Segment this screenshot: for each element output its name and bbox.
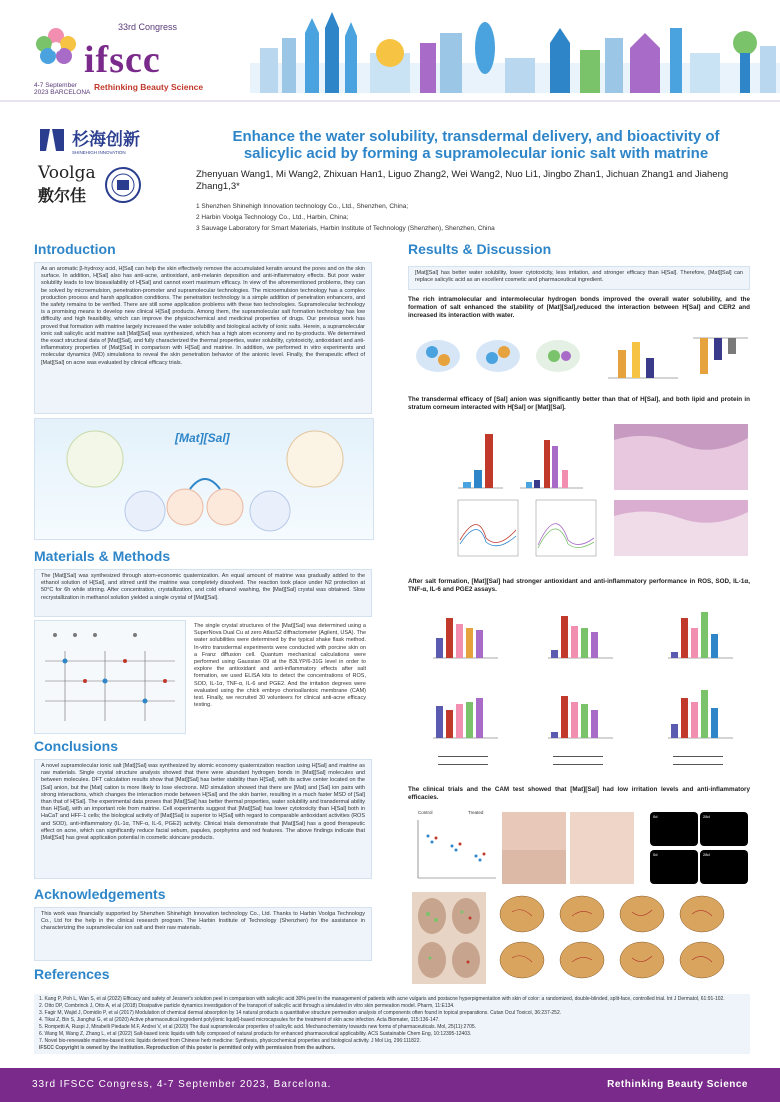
section-introduction: Introduction xyxy=(34,241,116,257)
shinehigh-cn: 杉海创新 xyxy=(72,130,140,150)
voolga-wordmark: Voolga xyxy=(38,163,96,183)
pge2-bar-chart xyxy=(668,690,733,738)
il1a-bar-chart xyxy=(548,616,613,658)
shinehigh-en: SHINEHIGH INNOVATION xyxy=(72,150,126,155)
affiliation-3: 3 Sauvage Laboratory for Smart Materials, Harbin Institute of Technology (Shenzhen), Shenzhen, China xyxy=(196,225,495,232)
dft-orbital-3 xyxy=(536,340,580,372)
shinehigh-logo xyxy=(38,125,188,155)
porphyrin-photo-4 xyxy=(700,850,748,884)
flower-logo-icon xyxy=(32,22,80,74)
reference-5: 5. Rompetti A, Ruspi J, Mirabelli Piedade M.F, Andrei V, et al (2020) The dual supramolecular properties of salicylic acid. Mechanochemistry towards new forms of pharmaceuticals. Mol, 25(11):2705. xyxy=(39,1024,477,1030)
poster-title xyxy=(196,128,756,162)
dates-line: 4-7 September xyxy=(34,82,77,89)
legend-control: Control xyxy=(418,810,433,815)
sod-bar-chart xyxy=(433,698,498,738)
affiliation-1: 1 Shenzhen Shinehigh Innovation technology Co., Ltd., Shenzhen, China; xyxy=(196,203,409,210)
affiliations xyxy=(196,201,756,234)
crystal-lattice-illustration xyxy=(35,621,185,733)
section-results: Results & Discussion xyxy=(408,241,552,257)
results-caption-2: The transdermal efficacy of [Sal] anion was significantly better than that of H[Sal], and both lipid and protein in stratum corneum interacted with H[Sal] or [Mat][Sal]. xyxy=(408,396,750,411)
dft-orbital-2 xyxy=(476,340,520,372)
il6-bar-chart xyxy=(668,612,733,658)
conclusions-text: A novel supramolecular ionic salt [Mat][Sal] was synthesized by atomic economy quaternization reaction using H[Sal] and matrine as raw materials. Single crystal structure analysis showed that there were abundant hydrogen bonds in [Mat][Sal] molecules and between molecules. DFT calculation results show that [Mat][Sal] has better stability than H[Sal], with its active center located on the [Sal] anion, but the [Mat] cation is more likely to lose electrons. MD simulation showed that there are [Mat] and [Sal] ion pairs with strong interactions, which changes the interaction mode between H[Sal] and the skin barrier, resulting in a much faster MSD of [Sal] than that of H[Sal]. The experimental data proves that [Mat][Sal] has better thermal properties, water solubility and transdermal ability than H[Sal], with an important role from matrine. Cell experiments suggest that [Mat][Sal] has lower cytotoxicity than H[Sal] both in HaCaT and HFF-1 cells; the biological activity of [Mat][Sal] is superior to H[Sal] with regard to comparable antioxidant activities (ROS and SOD), anti-inflammatory (IL-1α, TNF-α, IL-6, PGE2) activity. Clinical trials demonstrate that [Mat][Sal] has a good therapeutic effect on acne, which can significantly reduce facial sebum, papules, porphyrins and red features. The above findings indicate that [Mat][Sal] has great application potential in cosmetic skincare products. xyxy=(34,759,372,879)
porphyrin-label-4: 28d xyxy=(703,852,710,857)
retention-bar-chart xyxy=(520,440,583,488)
interaction-bar-chart xyxy=(693,338,748,374)
permeation-bar-chart xyxy=(458,434,503,488)
tnfa-bar-chart xyxy=(548,696,613,738)
reference-6: 6. Wang M, Wang Z, Zhang L, et al (2022) Salt-based ionic liquids with fully composed of natural products for enhanced pharmaceutical applicability. ACS Sustainable Chem Eng, 10:12395-12403. xyxy=(39,1031,472,1037)
crystal-structure-figure xyxy=(34,620,186,734)
bioactivity-figure xyxy=(408,598,750,778)
header-divider xyxy=(0,100,780,102)
ftir-spectra-2 xyxy=(536,500,596,556)
references-list xyxy=(34,994,750,1054)
affiliation-2: 2 Harbin Voolga Technology Co., Ltd., Harbin, China; xyxy=(196,214,349,221)
ftir-spectra-1 xyxy=(458,500,518,556)
porphyrin-photo-2 xyxy=(700,812,748,846)
author-list: Zhenyuan Wang1, Mi Wang2, Zhixuan Han1, Liguo Zhang2, Wei Wang2, Nuo Li1, Jingbo Zhan1, Jichuan Zhang1 and Jiaheng Zhang1,3* xyxy=(196,169,729,192)
reference-7: 7. Novel bio-renewable matrine-based ionic liquids derived from Chinese herb medicine: Synthesis, physicochemical properties and biological activity. J Mol Liq, 296:111822. xyxy=(39,1038,421,1044)
results-caption-3: After salt formation, [Mat][Sal] had stronger antioxidant and anti-inflammatory performance in ROS, SOD, IL-1α, TNF-α, IL-6 and PGE2 assays. xyxy=(408,578,750,593)
cam-egg-illustration xyxy=(492,892,748,984)
reference-1: 1. Kang P, Poh L, Wan S, et al (2022) Efficacy and safety of Jessner's solution peel in comparison with salicylic acid 30% peel in the management of patients with acne vulgaris and postacne hyperpigmentation with skin of color: a randomized, double-blinded, split-face, controlled trial. Int J Dermatol, 61:91-102. xyxy=(39,996,725,1002)
reference-4: 4. Tikai Z, Bin S, Jianghui G, et al (2020) Active pharmaceutical ingredient poly(ionic liquid)-based microcapsules for the treatment of skin acne infection. Acta Biomater, 115:136-147. xyxy=(39,1017,440,1023)
methods-text-1: The [Mat][Sal] was synthesized through atom-economic quaternization. An equal amount of matrine was gradually added to the ethanol solution of H[Sal], and stirred until the matrine was completely dissolved. The reaction took place under N2 protection at 50°C for 6h while stirring. After concentration, crystallization, and cold ethanol washing, the [Mat][Sal] crystal was obtained. Slow recrystallization in methanol solution yielded a single crystal of [Mat][Sal]. xyxy=(34,569,372,617)
section-acknowledgements: Acknowledgements xyxy=(34,886,166,902)
place-line: 2023 BARCELONA xyxy=(34,89,91,96)
dft-orbital-1 xyxy=(416,340,460,372)
ros-bar-chart xyxy=(433,618,498,658)
header-tagline: Rethinking Beauty Science xyxy=(94,82,204,92)
energy-bar-chart xyxy=(608,342,678,378)
transdermal-figure xyxy=(408,420,750,564)
footer-tagline: Rethinking Beauty Science xyxy=(607,1079,748,1090)
results-caption-1: The rich intramolecular and intermolecular hydrogen bonds improved the overall water solubility, and the formation of salt enhanced the stability of [Mat][Sal],reduced the interaction between H[Sal] and CER2 and increased its interaction with water. xyxy=(408,296,750,319)
introduction-text: As an aromatic β-hydroxy acid, H[Sal] can help the skin effectively remove the accumulated keratin around the pores and on the skin surface. In addition, H[Sal] also has anti-acne, antioxidant, anti-melanin deposition and anti-inflammatory effects. But poor water solubility leads to low bioavailability of H[Sal] and cannot exert maximum efficacy. In view of the aforementioned problems, they can be solved by microemulsion, penetration-promoter and supramolecular technologies. The microemulsion technology has a complex production process and harsh application conditions. The penetration technology is a simple addition of penetration enhancers, and the safety remains to be verified. There are still some application problems with these two technologies. Supramolecular technology is a promising means to develop new clinical H[Sal] products. Among them, the supramolecular salt formation technology has low difficulty and high feasibility, which can improve the physicochemical and medicinal properties of drugs. Our previous work has proved that formation with matrine largely increased the water solubility and biological activity of ionic salts. Herein, a supramolecular ionic salt salicylic acid matrine salt [Mat][Sal] was synthesized, which has a high atom economy and no by-products. We determined the exact structural data of [Mat][Sal], and fully characterized the thermal properties, water solubility, cytotoxicity, antioxidant and anti-inflammatory properties of [Mat][Sal] in comparison with H[Sal] and matrine. In addition, we performed in vitro experiments and molecular dynamics (MD) simulations to reveal the skin penetration behavior of the anionic level. Finally, the therapeutic effect of [Mat][Sal] on acne was evaluated by clinical efficacy trials. xyxy=(34,262,372,414)
introduction-figure xyxy=(34,418,374,540)
methods-text-2: The single crystal structures of the [Mat][Sal] was determined using a SuperNova Dual Cu at zero AtlasS2 diffractometer (Agilent, USA). The water solubilities were determined by the typical shake flask method. In-vitro transdermal experiments were conducted with porcine skin on a Franz diffusion cell. Quantum mechanical calculations were performed using Gaussian 09 at the B3LYP/6-31G level in order to explore the antioxidant and anti-inflammatory effects after salt formation, we used ELISA kits to detect the concentrations of ROS, SOD, IL-1α, TNF-α, IL-6 and PGE2. And the irritation degrees were evaluated using the chick embryo chorioallantoic membrane (CAM) test. Finally, we recruited 30 volunteers for clinical anti-acne efficacy testing. xyxy=(188,620,372,732)
barcelona-skyline-illustration xyxy=(250,8,780,93)
histology-images xyxy=(614,424,748,556)
reference-3: 3. Fagir M, Wajid J, Domidio P, et al (2017) Modulation of chemical dermal absorption by 14 natural products a quantitative structure permeation analysis of components often found in topical preparations. Cutan Ocul Toxicol, 36:237-252. xyxy=(39,1010,562,1016)
congress-dates xyxy=(34,82,90,96)
results-caption-4: The clinical trials and the CAM test showed that [Mat][Sal] had low irritation levels and anti-inflammatory efficacies. xyxy=(408,786,750,801)
footer-bar xyxy=(0,1068,780,1102)
section-materials-methods: Materials & Methods xyxy=(34,548,171,564)
legend-treated: Treated xyxy=(468,810,484,815)
porphyrin-photo-3 xyxy=(650,850,698,884)
porphyrin-label-1: 0d xyxy=(653,814,658,819)
copyright-notice: IFSCC Copyright is owned by the institution. Reproduction of this poster is permitted only with permission from the authors. xyxy=(39,1045,336,1051)
clinical-figure xyxy=(408,808,750,984)
shinehigh-mark-icon xyxy=(38,125,66,155)
footer-congress: 33rd IFSCC Congress, 4-7 September 2023, Barcelona. xyxy=(32,1079,332,1090)
section-conclusions: Conclusions xyxy=(34,738,119,754)
porphyrin-label-2: 28d xyxy=(703,814,710,819)
face-heatmap-illustration xyxy=(412,892,486,984)
hit-seal-icon xyxy=(104,166,142,204)
dft-figure xyxy=(408,328,750,386)
face-photo-after xyxy=(502,850,566,884)
reference-2: 2. Otto DP, Combrinck J, Otto A, et al (2018) Dissipative particle dynamics investigation of the transport of salicylic acid through a simulated in vitro skin permeation model. Pharm, 11:E134. xyxy=(39,1003,455,1009)
cam-egg-grid xyxy=(492,892,748,984)
header-banner xyxy=(0,0,780,100)
figure-label: [Mat][Sal] xyxy=(175,431,230,445)
institution-logos xyxy=(38,125,188,206)
brand-wordmark: ifscc xyxy=(84,39,161,81)
title-line-1: Enhance the water solubility, transdermal delivery, and bioactivity of xyxy=(232,128,720,145)
acknowledgements-text: This work was financially supported by Shenzhen Shinehigh Innovation technology Co., Ltd. Thanks to Harbin Voolga Technology Co., Ltd for the help in the clinical research program. The Harbin Institute of Technology (Shenzhen) for the assistance in characterizing the supramolecular ion salt and their raw materials. xyxy=(34,907,372,961)
title-line-2: salicylic acid by forming a supramolecular ionic salt with matrine xyxy=(243,145,709,162)
face-photo-treated xyxy=(570,812,634,884)
porphyrin-photo-1 xyxy=(650,812,698,846)
face-heatmap-panel xyxy=(412,892,486,984)
section-references: References xyxy=(34,966,110,982)
congress-label: 33rd Congress xyxy=(118,22,178,32)
results-lead: [Mat][Sal] has better water solubility, lower cytotoxicity, less irritation, and stronger efficacy than H[Sal]. Therefore, [Mat][Sal] can replace salicylic acid as an excellent cosmetic and pharmaceutical ingredient. xyxy=(408,266,750,290)
voolga-cn: 敷尔佳 xyxy=(38,186,87,205)
clinical-scatter-plot xyxy=(408,816,498,888)
porphyrin-label-3: 0d xyxy=(653,852,658,857)
treatment-matrix xyxy=(438,756,723,765)
